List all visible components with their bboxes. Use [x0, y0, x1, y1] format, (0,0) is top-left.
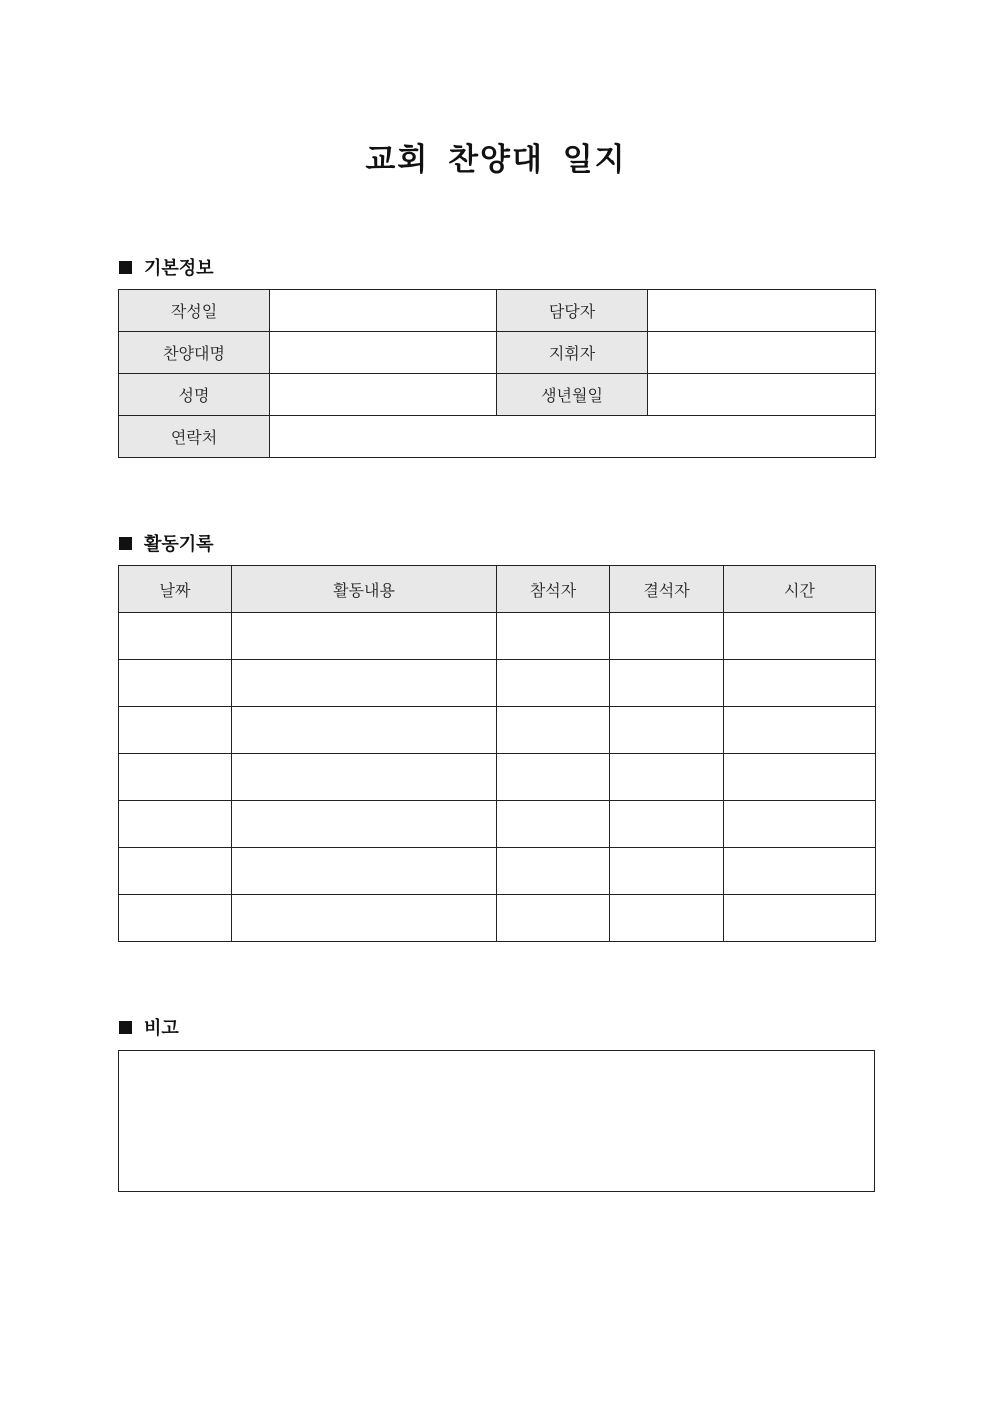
column-header-activity: 활동내용 [232, 566, 497, 613]
choir-name-field[interactable] [270, 332, 497, 374]
table-row [119, 895, 876, 942]
time-cell[interactable] [724, 707, 876, 754]
activity-cell[interactable] [232, 707, 497, 754]
attendees-cell[interactable] [497, 801, 610, 848]
section-heading-label: 비고 [144, 1018, 179, 1039]
attendees-cell[interactable] [497, 754, 610, 801]
table-row [119, 290, 876, 332]
date-cell[interactable] [119, 895, 232, 942]
table-row [119, 416, 876, 458]
section-heading-basic-info [119, 254, 214, 280]
table-row [119, 801, 876, 848]
attendees-cell[interactable] [497, 707, 610, 754]
section-heading-activity-log [119, 530, 214, 556]
date-cell[interactable] [119, 754, 232, 801]
absentees-cell[interactable] [610, 613, 724, 660]
activity-cell[interactable] [232, 895, 497, 942]
activity-cell[interactable] [232, 660, 497, 707]
manager-field[interactable] [648, 290, 876, 332]
remarks-box[interactable] [118, 1050, 875, 1192]
conductor-label: 지휘자 [497, 332, 648, 374]
time-cell[interactable] [724, 895, 876, 942]
date-cell[interactable] [119, 801, 232, 848]
attendees-cell[interactable] [497, 895, 610, 942]
birth-date-label: 생년월일 [497, 374, 648, 416]
column-header-date: 날짜 [119, 566, 232, 613]
activity-cell[interactable] [232, 754, 497, 801]
time-cell[interactable] [724, 848, 876, 895]
column-header-absentees: 결석자 [610, 566, 724, 613]
square-bullet-icon [119, 537, 132, 550]
date-cell[interactable] [119, 613, 232, 660]
time-cell[interactable] [724, 660, 876, 707]
section-heading-label: 활동기록 [144, 534, 214, 555]
birth-date-field[interactable] [648, 374, 876, 416]
column-header-time: 시간 [724, 566, 876, 613]
date-cell[interactable] [119, 848, 232, 895]
section-heading-label: 기본정보 [144, 258, 214, 279]
square-bullet-icon [119, 261, 132, 274]
conductor-field[interactable] [648, 332, 876, 374]
manager-label: 담당자 [497, 290, 648, 332]
date-cell[interactable] [119, 707, 232, 754]
time-cell[interactable] [724, 613, 876, 660]
column-header-attendees: 참석자 [497, 566, 610, 613]
table-row [119, 332, 876, 374]
square-bullet-icon [119, 1021, 132, 1034]
absentees-cell[interactable] [610, 754, 724, 801]
section-heading-remarks [119, 1014, 179, 1040]
absentees-cell[interactable] [610, 801, 724, 848]
time-cell[interactable] [724, 754, 876, 801]
table-row [119, 660, 876, 707]
time-cell[interactable] [724, 801, 876, 848]
written-date-label: 작성일 [119, 290, 270, 332]
attendees-cell[interactable] [497, 848, 610, 895]
table-row [119, 707, 876, 754]
written-date-field[interactable] [270, 290, 497, 332]
name-label: 성명 [119, 374, 270, 416]
attendees-cell[interactable] [497, 613, 610, 660]
absentees-cell[interactable] [610, 895, 724, 942]
absentees-cell[interactable] [610, 707, 724, 754]
activity-cell[interactable] [232, 848, 497, 895]
table-row [119, 613, 876, 660]
document-title: 교회 찬양대 일지 [365, 142, 627, 178]
date-cell[interactable] [119, 660, 232, 707]
activity-log-table [118, 565, 876, 942]
choir-name-label: 찬양대명 [119, 332, 270, 374]
table-header-row [119, 566, 876, 613]
absentees-cell[interactable] [610, 848, 724, 895]
activity-cell[interactable] [232, 613, 497, 660]
activity-cell[interactable] [232, 801, 497, 848]
table-row [119, 754, 876, 801]
table-row [119, 374, 876, 416]
name-field[interactable] [270, 374, 497, 416]
attendees-cell[interactable] [497, 660, 610, 707]
basic-info-table [118, 289, 876, 458]
absentees-cell[interactable] [610, 660, 724, 707]
contact-field[interactable] [270, 416, 876, 458]
contact-label: 연락처 [119, 416, 270, 458]
table-row [119, 848, 876, 895]
